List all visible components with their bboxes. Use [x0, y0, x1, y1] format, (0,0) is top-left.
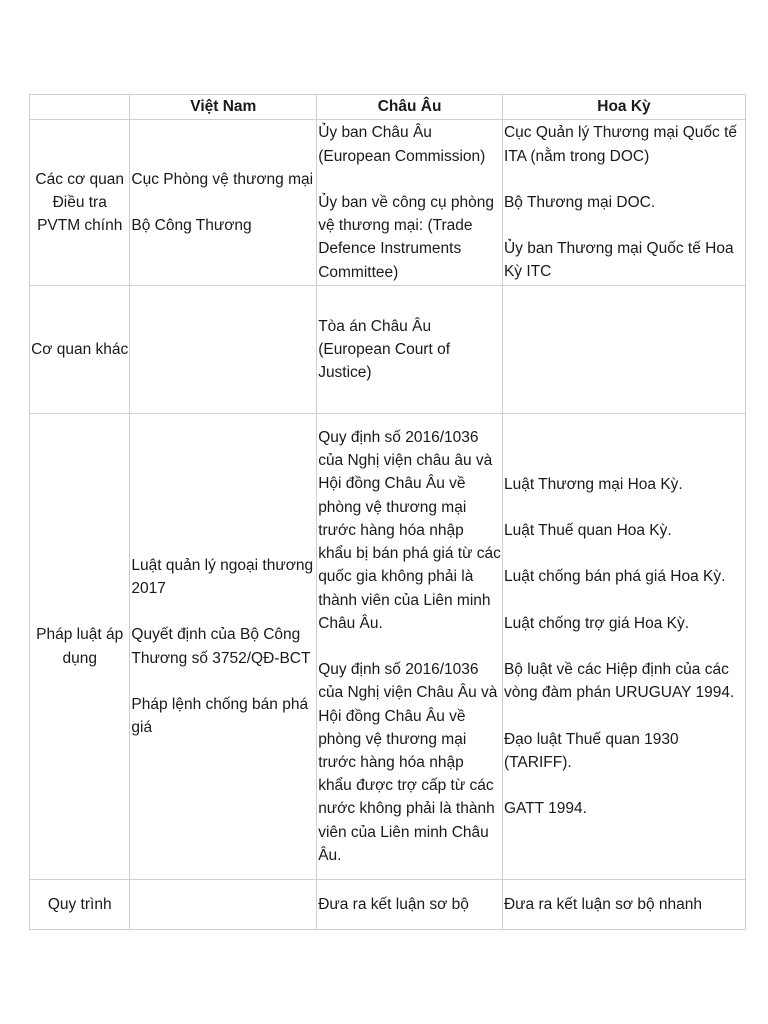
cell-usa	[502, 880, 745, 930]
table-header-row	[30, 95, 746, 120]
cell-usa	[502, 120, 745, 286]
cell-text: GATT 1994.	[503, 800, 587, 818]
cell-text: Luật Thuế quan Hoa Kỳ.	[503, 521, 672, 539]
cell-text: Ủy ban về công cụ phòng vệ thương mại: (Trade Defence Instruments Committee)	[318, 193, 494, 281]
cell-europe	[317, 880, 503, 930]
row-label: Pháp luật áp dụng	[30, 414, 130, 880]
cell-text: Đưa ra kết luận sơ bộ nhanh	[503, 895, 703, 913]
cell-text: Luật chống bán phá giá Hoa Kỳ.	[503, 568, 726, 586]
header-europe: Châu Âu	[317, 95, 503, 120]
cell-text: Tòa án Châu Âu (European Court of Justice)	[318, 317, 451, 382]
cell-europe	[317, 414, 503, 880]
cell-text: Ủy ban Châu Âu (European Commission)	[318, 124, 486, 165]
cell-europe	[317, 120, 503, 286]
row-label: Cơ quan khác	[30, 286, 130, 414]
cell-text: Quy định số 2016/1036 của Nghị viện châu âu và Hội đồng Châu Âu về phòng vệ thương mại trước hàng hóa nhập khẩu bị bán phá giá từ các quốc gia không phải là thành viên của Liên minh Châu Âu.	[318, 429, 501, 632]
cell-usa	[502, 286, 745, 414]
row-label: Quy trình	[30, 880, 130, 930]
cell-text: Luật Thương mại Hoa Kỳ.	[503, 475, 683, 493]
cell-europe	[317, 286, 503, 414]
cell-vietnam	[130, 880, 317, 930]
cell-text: Quy định số 2016/1036 của Nghị viện Châu Âu và Hội đồng Châu Âu về phòng vệ thương mại trước hàng hóa nhập khẩu được trợ cấp từ các nước không phải là thành viên của Liên minh Châu Âu.	[318, 661, 498, 864]
cell-text: Luật chống trợ giá Hoa Kỳ.	[503, 614, 690, 632]
cell-text: Ủy ban Thương mại Quốc tế Hoa Kỳ ITC	[503, 240, 734, 281]
cell-text: Pháp lệnh chống bán phá giá	[131, 695, 309, 737]
header-vietnam: Việt Nam	[130, 95, 317, 120]
row-label: Các cơ quan Điều tra PVTM chính	[30, 120, 130, 286]
cell-text: Bộ luật về các Hiệp định của các vòng đàm phán URUGUAY 1994.	[503, 661, 735, 702]
cell-text: Quyết định của Bộ Công Thương số 3752/QĐ-BCT	[131, 626, 311, 667]
cell-text: Đạo luật Thuế quan 1930 (TARIFF).	[503, 730, 679, 771]
table-row-other-agencies	[30, 286, 746, 414]
cell-vietnam	[130, 286, 317, 414]
cell-text: Cục Phòng vệ thương mại	[131, 170, 314, 188]
comparison-table	[29, 94, 746, 930]
table-row-applicable-law	[30, 414, 746, 880]
cell-vietnam	[130, 414, 317, 880]
table-row-procedure	[30, 880, 746, 930]
cell-vietnam	[130, 120, 317, 286]
cell-text: Bộ Công Thương	[131, 217, 252, 235]
header-empty	[30, 95, 130, 120]
cell-text: Đưa ra kết luận sơ bộ	[318, 895, 469, 913]
cell-text: Bộ Thương mại DOC.	[503, 193, 656, 211]
table-row-investigation-agencies	[30, 120, 746, 286]
cell-text: Luật quản lý ngoại thương 2017	[131, 556, 314, 597]
cell-text: Cục Quản lý Thương mại Quốc tế ITA (nằm trong DOC)	[503, 124, 738, 165]
header-usa: Hoa Kỳ	[502, 95, 745, 120]
cell-usa	[502, 414, 745, 880]
